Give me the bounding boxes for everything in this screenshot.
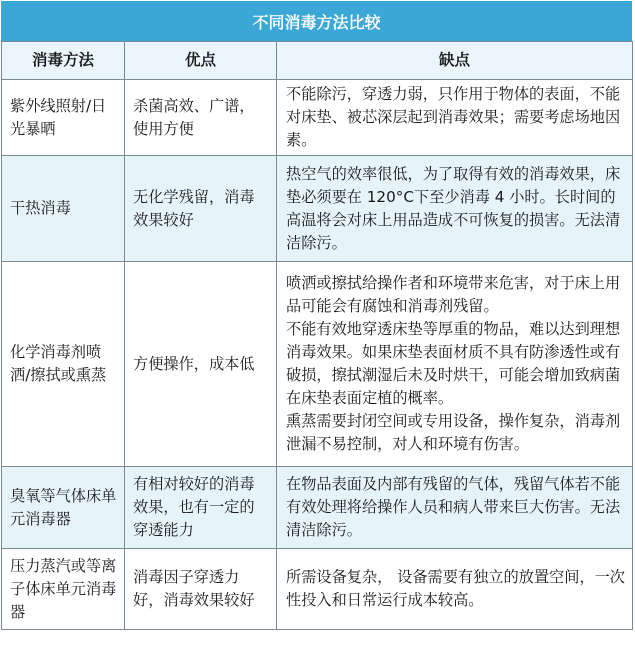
header-pros: 优点 xyxy=(125,42,277,80)
header-cons: 缺点 xyxy=(277,42,633,80)
header-row xyxy=(2,42,633,80)
table-row xyxy=(2,549,633,630)
table-row xyxy=(2,80,633,156)
table-row xyxy=(2,156,633,262)
table-row xyxy=(2,262,633,467)
cons-cell xyxy=(277,549,633,630)
cons-paragraph: 热空气的效率很低，为了取得有效的消毒效果，床垫必须要在 120°C下至少消毒 4 小时。长时间的高温将会对床上用品造成不可恢复的损害。无法清洁除污。 xyxy=(286,164,621,252)
cons-paragraph: 不能除污，穿透力弱，只作用于物体的表面，不能对床垫、被芯深层起到消毒效果；需要考虑场地因素。 xyxy=(286,85,621,149)
comparison-table-container xyxy=(1,1,632,630)
method-cell: 化学消毒剂喷洒/擦拭或熏蒸 xyxy=(2,262,125,467)
pros-cell: 杀菌高效、广谱，使用方便 xyxy=(125,80,277,156)
pros-cell: 有相对较好的消毒效果，也有一定的穿透能力 xyxy=(125,467,277,549)
table-title: 不同消毒方法比较 xyxy=(1,1,632,41)
cons-paragraph: 熏蒸需要封闭空间或专用设备，操作复杂，消毒剂泄漏不易控制，对人和环境有伤害。 xyxy=(286,412,621,453)
cons-paragraph: 喷洒或擦拭给操作者和环境带来危害，对于床上用品可能会有腐蚀和消毒剂残留。 xyxy=(286,274,621,315)
comparison-table xyxy=(1,41,633,630)
method-cell: 紫外线照射/日光暴晒 xyxy=(2,80,125,156)
pros-cell: 方便操作，成本低 xyxy=(125,262,277,467)
method-cell: 臭氧等气体床单元消毒器 xyxy=(2,467,125,549)
cons-cell xyxy=(277,467,633,549)
cons-cell xyxy=(277,156,633,262)
cons-cell xyxy=(277,80,633,156)
table-row xyxy=(2,467,633,549)
method-cell: 压力蒸汽或等离子体床单元消毒器 xyxy=(2,549,125,630)
cons-cell xyxy=(277,262,633,467)
cons-paragraph: 所需设备复杂， 设备需要有独立的放置空间，一次性投入和日常运行成本较高。 xyxy=(286,568,625,609)
cons-paragraph: 在物品表面及内部有残留的气体，残留气体若不能有效处理将给操作人员和病人带来巨大伤害。无法清洁除污。 xyxy=(286,475,621,539)
method-cell: 干热消毒 xyxy=(2,156,125,262)
cons-paragraph: 不能有效地穿透床垫等厚重的物品，难以达到理想消毒效果。如果床垫表面材质不具有防渗透性或有破损，擦拭潮湿后未及时烘干，可能会增加致病菌在床垫表面定植的概率。 xyxy=(286,320,621,407)
header-method: 消毒方法 xyxy=(2,42,125,80)
pros-cell: 消毒因子穿透力好，消毒效果较好 xyxy=(125,549,277,630)
pros-cell: 无化学残留，消毒效果较好 xyxy=(125,156,277,262)
